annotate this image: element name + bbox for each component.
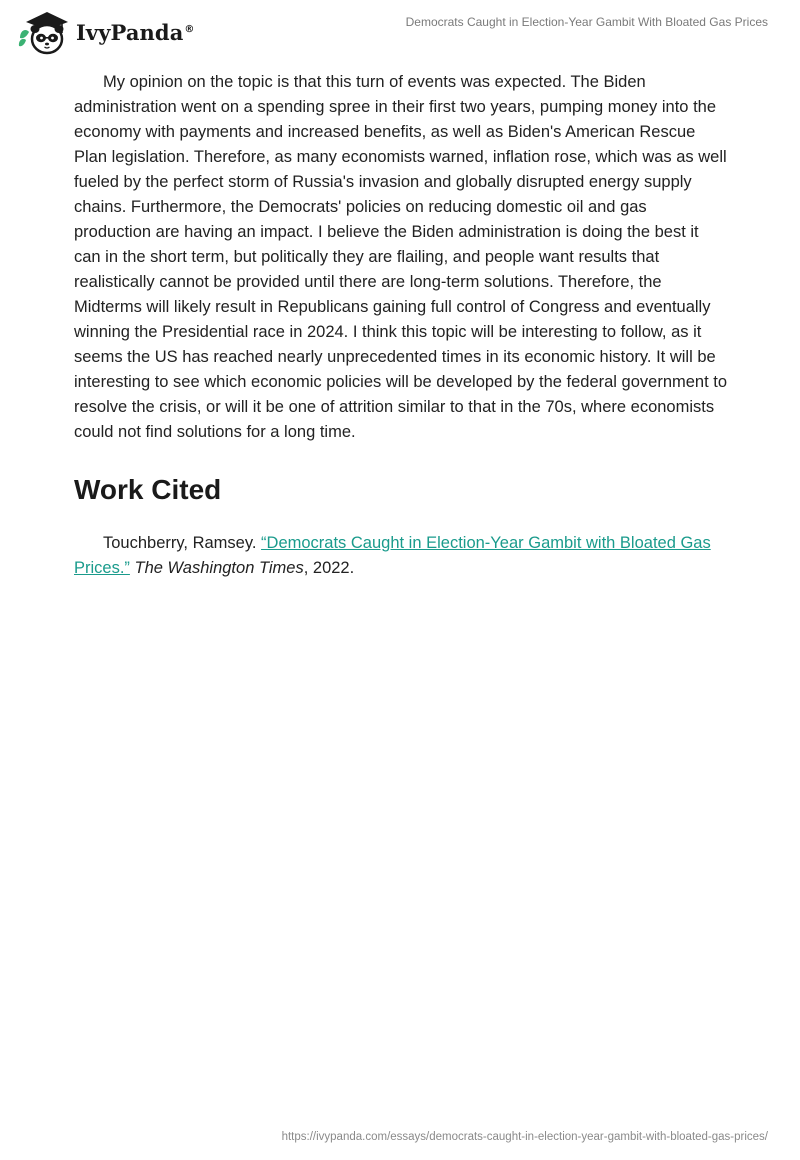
citation-publication: The Washington Times: [134, 559, 304, 577]
body-paragraph: My opinion on the topic is that this turn of events was expected. The Biden administration went on a spending spree in their first two years, pumping money into the economy with payments and increased benefits, as well as Biden's American Rescue Plan legislation. Therefore, as many economists warned, inflation rose, which was as well fueled by the perfect storm of Russia's invasion and globally disrupted energy supply chains. Furthermore, the Democrats' policies on reducing domestic oil and gas production are having an impact. I believe the Biden administration is doing the best it can in the short term, but politically they are flailing, and people want results that realistically cannot be provided until there are long-term solutions. Therefore, the Midterms will likely result in Republicans gaining full control of Congress and eventually winning the Presidential race in 2024. I think this topic will be interesting to follow, as it seems the US has reached nearly unprecedented times in its economic history. It will be interesting to see which economic policies will be developed by the federal government to resolve the crisis, or will it be one of attrition similar to that in the 70s, where economists could not find solutions for a long time.: [74, 73, 728, 441]
essay-content: [74, 70, 728, 581]
page-header: [0, 0, 800, 64]
document-title: Democrats Caught in Election-Year Gambit With Bloated Gas Prices: [405, 15, 768, 29]
works-cited-heading: Work Cited: [74, 474, 222, 505]
citation-author: Touchberry, Ramsey.: [103, 534, 257, 552]
panda-graduate-logo-icon: [16, 8, 74, 56]
footer-source-url: https://ivypanda.com/essays/democrats-caught-in-election-year-gambit-with-bloated-gas-prices/: [281, 1131, 768, 1143]
logo-wordmark: IvyPanda®: [76, 19, 195, 45]
citation-link[interactable]: “Democrats Caught in Election-Year Gambit with Bloated Gas Prices.”: [74, 534, 711, 577]
citation-entry: [74, 531, 728, 581]
ivypanda-logo[interactable]: [16, 8, 195, 56]
registered-mark: ®: [184, 23, 195, 35]
citation-year: , 2022.: [303, 559, 355, 577]
